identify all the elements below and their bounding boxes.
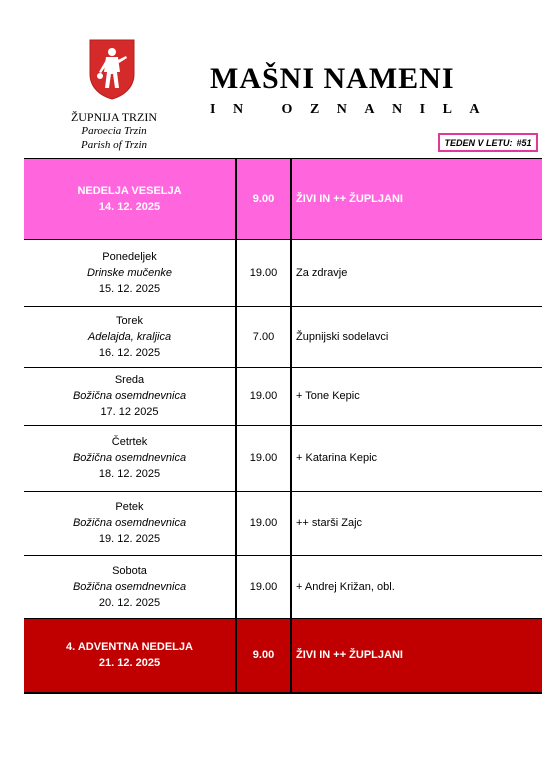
day-cell bbox=[24, 491, 236, 555]
table-row bbox=[24, 306, 542, 367]
intention-cell: Za zdravje bbox=[291, 239, 542, 306]
time-cell: 19.00 bbox=[236, 491, 291, 555]
table-row bbox=[24, 159, 542, 239]
table-row bbox=[24, 367, 542, 425]
week-badge bbox=[438, 133, 538, 152]
day-saint: Drinske mučenke bbox=[87, 266, 172, 279]
time-cell: 19.00 bbox=[236, 555, 291, 618]
day-date: 17. 12 2025 bbox=[100, 406, 159, 418]
table-row bbox=[24, 618, 542, 693]
day-saint: Božična osemdnevnica bbox=[72, 517, 187, 529]
intention-cell: ŽIVI IN ++ ŽUPLJANI bbox=[291, 618, 542, 693]
week-number: #51 bbox=[516, 137, 532, 148]
parish-coat-of-arms-icon bbox=[88, 38, 136, 100]
day-name: Četrtek bbox=[111, 436, 148, 448]
time-cell: 9.00 bbox=[236, 159, 291, 239]
parish-logo bbox=[88, 38, 136, 100]
table-row bbox=[24, 425, 542, 491]
week-label: TEDEN V LETU: bbox=[444, 137, 513, 148]
day-date: 21. 12. 2025 bbox=[98, 657, 161, 670]
day-name: Torek bbox=[116, 314, 143, 327]
table-row bbox=[24, 239, 542, 306]
day-cell bbox=[24, 306, 236, 367]
intention-cell: + Tone Kepic bbox=[291, 367, 542, 425]
day-name: Sobota bbox=[112, 564, 147, 577]
day-saint: Božična osemdnevnica bbox=[72, 390, 187, 402]
page-title: MAŠNI NAMENI bbox=[210, 62, 455, 95]
intention-cell: ŽIVI IN ++ ŽUPLJANI bbox=[291, 159, 542, 239]
day-cell bbox=[24, 618, 236, 693]
mass-schedule-table bbox=[24, 159, 542, 694]
intention-cell: + Andrej Križan, obl. bbox=[291, 555, 542, 618]
day-name: Ponedeljek bbox=[102, 250, 157, 263]
day-cell bbox=[24, 425, 236, 491]
parish-name-latin: Paroecia Trzin bbox=[81, 125, 147, 137]
time-cell: 19.00 bbox=[236, 239, 291, 306]
day-cell bbox=[24, 159, 236, 239]
time-cell: 19.00 bbox=[236, 367, 291, 425]
page-subtitle: IN OZNANILA bbox=[210, 102, 498, 117]
day-date: 16. 12. 2025 bbox=[98, 346, 161, 359]
day-saint: Božična osemdnevnica bbox=[72, 452, 187, 464]
day-name: NEDELJA VESELJA bbox=[77, 184, 182, 197]
day-cell bbox=[24, 367, 236, 425]
day-cell bbox=[24, 239, 236, 306]
day-saint: Adelajda, kraljica bbox=[87, 330, 172, 343]
intention-cell: Župnijski sodelavci bbox=[291, 306, 542, 367]
intention-cell: + Katarina Kepic bbox=[291, 425, 542, 491]
day-date: 20. 12. 2025 bbox=[98, 596, 161, 609]
table-row bbox=[24, 491, 542, 555]
day-date: 15. 12. 2025 bbox=[98, 282, 161, 295]
table-row bbox=[24, 555, 542, 618]
day-date: 18. 12. 2025 bbox=[98, 468, 161, 480]
day-name: Sreda bbox=[114, 374, 145, 386]
time-cell: 7.00 bbox=[236, 306, 291, 367]
parish-name: ŽUPNIJA TRZIN bbox=[70, 110, 158, 124]
day-cell bbox=[24, 555, 236, 618]
intention-cell: ++ starši Zajc bbox=[291, 491, 542, 555]
day-date: 19. 12. 2025 bbox=[98, 533, 161, 545]
day-saint: Božična osemdnevnica bbox=[72, 580, 187, 593]
day-date: 14. 12. 2025 bbox=[98, 200, 161, 213]
day-name: 4. ADVENTNA NEDELJA bbox=[66, 641, 193, 654]
time-cell: 9.00 bbox=[236, 618, 291, 693]
time-cell: 19.00 bbox=[236, 425, 291, 491]
parish-block bbox=[60, 110, 168, 152]
parish-name-english: Parish of Trzin bbox=[80, 139, 148, 151]
day-name: Petek bbox=[115, 501, 144, 513]
